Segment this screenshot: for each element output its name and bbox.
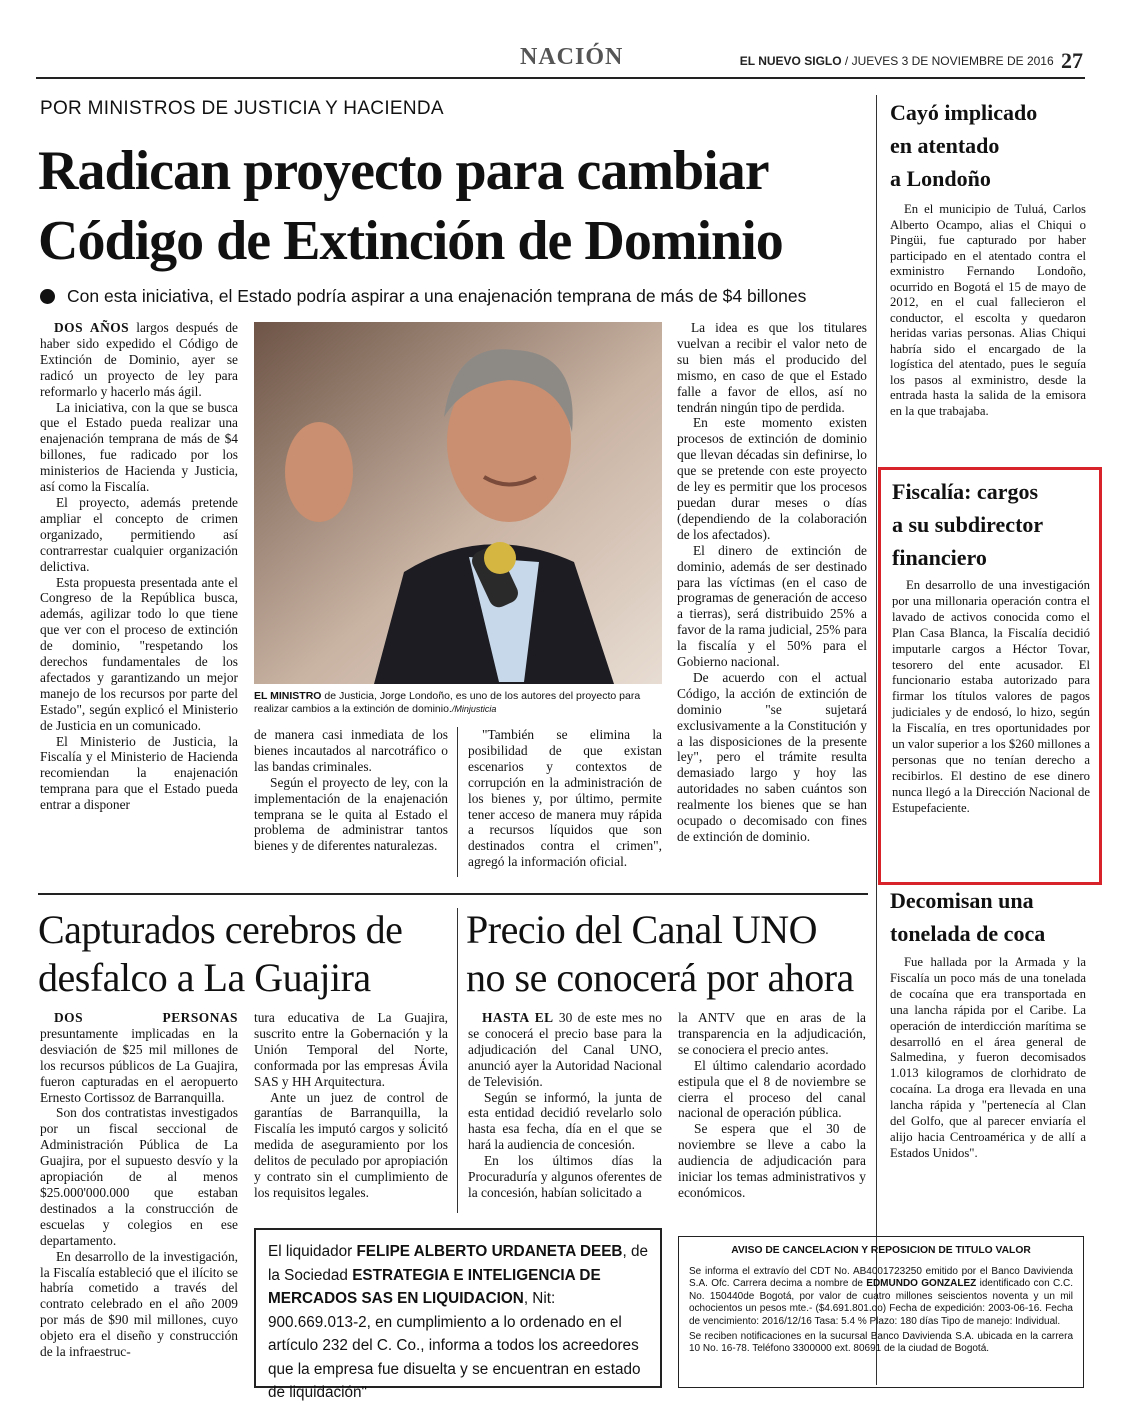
title-line: a su subdirector — [892, 512, 1044, 537]
paragraph: la ANTV que en aras de la transparencia en la adjudicación, se conociera el precio antes. — [678, 1010, 866, 1057]
paragraph: De acuerdo con el actual Código, la acción de extinción de dominio "se sujetará exclusivamente a la Constitución y a las disposiciones de la presente ley", pero el trámite resulta demasiado largo y hoy las autoridades no saben cuántos son realmente los bienes que se han ocupado o decomisado con fines de extinción de dominio. — [677, 669, 867, 844]
paragraph: Fue hallada por la Armada y la Fiscalía un poco más de una tonelada de cocaína que era transportada en una lancha rápida por el Caribe. La operación de interdicción marítima se desarrolló en el área general de Salmedina, y fueron decomisados 1.013 kilogramos de clorhidrato de cocaína. La droga era llevada en una lancha rápida y "pertenecía al Clan del Golfo, que al parecer enviaría el alijo hacia Centroamérica y de allí a Estados Unidos". — [890, 955, 1086, 1160]
notice-footer: Se reciben notificaciones en la sucursal Banco Davivienda S.A. ubicada en la carrera 10 No. 16-78. Teléfono 3300000 ext. 80691 de la ciudad de Bogotá. — [689, 1330, 1073, 1355]
notice-text: identificado con C.C. No. 150440de Bogotá, por valor de cuatro millones seiscientos noventa y un mil ochocientos un pesos mte.- ($4.691.801.oo) Fecha de expedición: 2003-06-16. Fecha de vencimiento: 2016/12/16 Tasa: 5.4 % Plazo: 180 días Tipo de manejo: Individual. — [689, 1278, 1073, 1327]
header-rule — [36, 77, 1085, 79]
headline-line: Precio del Canal UNO — [466, 907, 818, 952]
notice-text: Se informa el extravío del CDT No. AB4001723250 emitido por el Banco Davivienda S.A. Ofc. Carrera decima a nombre de — [689, 1265, 1073, 1290]
guajira-headline — [38, 906, 458, 1002]
main-headline-line-2: Código de Extinción de Dominio — [38, 210, 783, 272]
bullet-icon — [40, 289, 55, 304]
headline-line: no se conocerá por ahora — [466, 955, 854, 1000]
canal-headline — [466, 906, 876, 1002]
title-line: Decomisan una — [890, 888, 1034, 913]
notice-body — [689, 1266, 1073, 1329]
notice-text: , Nit: 900.669.013-2, en cumplimiento a lo ordenado en el artículo 232 del C. Co., informa a todos los acreedores que la empresa fue disuelta y se encuentran en estado de liquidación" — [268, 1290, 641, 1401]
paragraph: largos después de haber sido expedido el Código de Extinción de Dominio, ayer se radicó un proyecto de ley para reformarlo y hacerlo más ágil. — [40, 320, 238, 399]
title-line: a Londoño — [890, 166, 991, 191]
sidebar-story-2-title — [892, 475, 1092, 574]
caption-credit: /Minjusticia — [451, 704, 497, 714]
sidebar-story-2-body — [892, 578, 1090, 817]
column-rule — [457, 908, 458, 1213]
paragraph: En desarrollo de la investigación, la Fiscalía estableció que el ilícito se habría cometido a través del contrato celebrado en el año 2009 por más de $90 mil millones, cuyo objeto era el diseño y construcción de la infraestruc- — [40, 1248, 238, 1360]
column-rule — [457, 727, 458, 877]
headline-line: Capturados cerebros de — [38, 907, 403, 952]
title-line: en atentado — [890, 133, 1000, 158]
main-column-1 — [40, 320, 238, 813]
main-column-2 — [254, 727, 448, 854]
paragraph: Según el proyecto de ley, con la implementación de la enajenación temprana se le quita al Estado el problema de administrar tantos bienes y de diferentes naturalezas. — [254, 774, 448, 854]
photo-caption — [254, 690, 664, 716]
main-column-3 — [468, 727, 662, 870]
title-line: financiero — [892, 545, 987, 570]
guajira-column-2 — [254, 1010, 448, 1201]
section-name: NACIÓN — [520, 44, 624, 70]
sidebar-story-3-title — [890, 884, 1090, 950]
title-line: tonelada de coca — [890, 921, 1046, 946]
paragraph: En este momento existen procesos de extinción de dominio que llevan décadas sin definirse, lo que se pretende con este proyecto de ley es permitir que los procesos puedan durar meses o días (dependiendo de la colaboración de los afectados). — [677, 415, 867, 542]
headline-line: desfalco a La Guajira — [38, 955, 371, 1000]
page-number: 27 — [1061, 48, 1083, 73]
minister-photo — [254, 322, 662, 684]
liquidation-notice — [254, 1228, 662, 1401]
canal-column-1 — [468, 1010, 662, 1201]
title-cancellation-notice — [678, 1236, 1084, 1388]
sidebar-rule — [876, 95, 877, 1385]
canal-column-2 — [678, 1010, 866, 1201]
notice-text: , de la Sociedad — [268, 1243, 648, 1284]
caption-lead: EL MINISTRO — [254, 690, 322, 702]
paragraph: La idea es que los titulares vuelvan a recibir el valor neto de su bien más el producido del mismo, en caso de que el Estado falle a favor de ellos, así no tendrán ningún tipo de perdida. — [677, 320, 867, 415]
lead-word: DOS AÑOS — [54, 320, 130, 335]
paragraph: Esta propuesta presentada ante el Congreso de la República busca, además, agilizar todo lo que tiene que ver con el proceso de extinción de dominio, "respetando los derechos fundamentales de los afectados y garantizando un mejor manejo de los recursos por parte del Estado", según explicó el Ministerio de Justicia en un comunicado. — [40, 574, 238, 733]
page-header-info — [740, 48, 1083, 74]
sidebar-story-1-title — [890, 96, 1090, 195]
paragraph: La iniciativa, con la que se busca que el Estado pueda realizar una enajenación temprana de más de $4 billones, fue radicado por los ministerios de Hacienda y Justicia, así como la Fiscalía. — [40, 399, 238, 495]
title-line: Fiscalía: cargos — [892, 479, 1039, 504]
paragraph: El último calendario acordado estipula que el 8 de noviembre se cierra el proceso del canal nacional de operación pública. — [678, 1057, 866, 1121]
paragraph: En el municipio de Tuluá, Carlos Alberto Ocampo, alias el Chiqui o Pingüi, fue capturado por haber participado en el atentado contra el exministro Fernando Londoño, ocurrido en Bogotá el 15 de mayo de 2012, en el cual fallecieron el conductor, el escolta y quedaron heridas varias personas. Alias Chiqui habría sido el encargado de la logística del atentado, pues le seguía los pasos al exministro, desde la entrada hasta la salida de la emisora en la que trabajaba. — [890, 202, 1086, 418]
paragraph: 30 de este mes no se conocerá el precio base para la adjudicación del Canal UNO, anunció ayer la Autoridad Nacional de Televisión. — [468, 1010, 662, 1089]
company-name: ESTRATEGIA E INTELIGENCIA DE MERCADOS SAS EN LIQUIDACION — [268, 1266, 601, 1307]
paragraph: tura educativa de La Guajira, suscrito entre la Gobernación y la Unión Temporal del Norte, conformada por las empresas Ávila SAS y HH Arquitectura. — [254, 1010, 448, 1089]
paragraph: El Ministerio de Justicia, la Fiscalía y el Ministerio de Hacienda recomiendan la enajenación temprana para que el Estado pueda entrar a disponer — [40, 733, 238, 813]
paragraph: Según se informó, la junta de esta entidad decidió revelarlo solo hasta esa fecha, día en el que se hará la audiencia de concesión. — [468, 1089, 662, 1153]
main-kicker: POR MINISTROS DE JUSTICIA Y HACIENDA — [40, 98, 444, 119]
caption-text: de Justicia, Jorge Londoño, es uno de los autores del proyecto para realizar cambios a la extinción de dominio. — [254, 690, 641, 715]
lead-word: HASTA EL — [482, 1010, 554, 1025]
paragraph: Ante un juez de control de garantías de Barranquilla, la Fiscalía les imputó cargos y solicitó medida de aseguramiento por los delitos de peculado por apropiación y contrato sin el cumplimiento de los requisitos legales. — [254, 1089, 448, 1200]
main-headline — [38, 136, 868, 276]
paragraph: En desarrollo de una investigación por una millonaria operación contra el lavado de activos conocida como el Plan Casa Blanca, la Fiscalía decidió imputarle cargos a Héctor Tovar, tesorero del ente acusador. El funcionario estaba autorizado para firmar los títulos valores de pagos judiciales y de endosó, lo hizo, según la Fiscalía, en tres oportunidades por un valor superior a los $260 millones a personas que no tenían derecho a recibirlos. El destino de ese dinero nunca llegó a la Dirección Nacional de Estupefaciente. — [892, 578, 1090, 815]
holder-name: EDMUNDO GONZALEZ — [866, 1278, 977, 1290]
main-headline-line-1: Radican proyecto para cambiar — [38, 140, 769, 202]
newspaper-name: EL NUEVO SIGLO — [739, 54, 842, 68]
paragraph: Se espera que el 30 de noviembre se lleve a cabo la audiencia de adjudicación para iniciar los temas administrativos y económicos. — [678, 1121, 866, 1200]
main-subhead-text: Con esta iniciativa, el Estado podría aspirar a una enajenación temprana de más de $4 billones — [67, 286, 807, 306]
notice-title: AVISO DE CANCELACION Y REPOSICION DE TITULO VALOR — [731, 1245, 1031, 1256]
liquidator-name: FELIPE ALBERTO URDANETA DEEB — [356, 1243, 623, 1260]
paragraph: El dinero de extinción de dominio, además de ser destinado para las víctimas (en el caso de programas de generación de acceso a tierras), será distribuido 25% a favor de la rama judicial, 25% para la fiscalía y el 50% para el Gobierno nacional. — [677, 542, 867, 670]
issue-date: / JUEVES 3 DE NOVIEMBRE DE 2016 — [844, 54, 1054, 68]
paragraph: de manera casi inmediata de los bienes incautados al narcotráfico o las bandas criminales. — [254, 727, 448, 774]
sidebar-story-1-body — [890, 202, 1086, 419]
paragraph: Son dos contratistas investigados por un fiscal seccional de Administración Pública de La Guajira, por el supuesto desvío y la apropiación de al menos $25.000'000.000 que estaban destinados a la construcción de escuelas y colegios en ese departamento. — [40, 1105, 238, 1248]
notice-text: El liquidador — [268, 1243, 357, 1260]
paragraph: "También se elimina la posibilidad de que existan escenarios y contextos de corrupción en la administración de los bienes y, por último, permite tener acceso de manera muy rápida a recursos líquidos que son destinados contra el crimen", agregó la información oficial. — [468, 727, 662, 870]
lead-word: DOS PERSONAS — [54, 1010, 238, 1025]
paragraph: En los últimos días la Procuraduría y algunos oferentes de la concesión, habían solicitado a — [468, 1153, 662, 1200]
section-divider — [38, 893, 868, 895]
sidebar-story-3-body — [890, 955, 1086, 1162]
paragraph: presuntamente implicadas en la desviación de $25 mil millones de los recursos públicos de La Guajira, fueron capturadas en el aeropuerto Ernesto Cortissoz de Barranquilla. — [40, 1025, 238, 1105]
main-subhead — [40, 286, 870, 307]
main-column-4 — [677, 320, 867, 845]
title-line: Cayó implicado — [890, 100, 1038, 125]
guajira-column-1 — [40, 1010, 238, 1360]
paragraph: El proyecto, además pretende ampliar el concepto de crimen organizado, permitiendo así contrarrestar cualquier organización delictiva. — [40, 494, 238, 574]
